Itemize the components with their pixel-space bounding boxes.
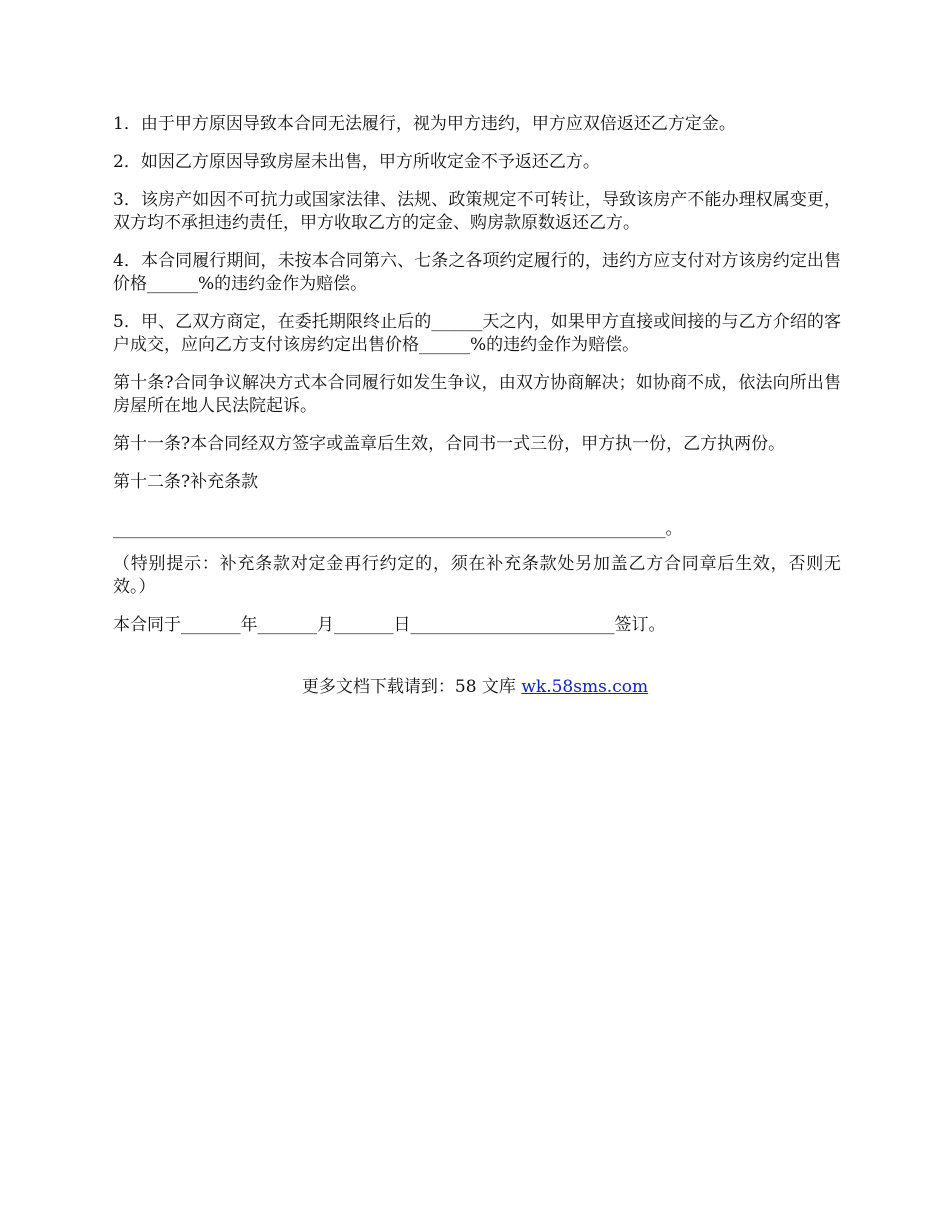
clause-1: 1．由于甲方原因导致本合同无法履行，视为甲方违约，甲方应双倍返还乙方定金。 xyxy=(113,114,736,134)
supplementary-blank-line: _________________________________________________________________。 xyxy=(113,519,683,539)
special-note: （特别提示：补充条款对定金再行约定的，须在补充条款处另加盖乙方合同章后生效，否则无效。） xyxy=(113,554,841,597)
footer-link[interactable]: wk.58sms.com xyxy=(521,677,649,697)
article-12-heading: 第十二条?补充条款 xyxy=(113,472,259,492)
clause-3: 3．该房产如因不可抗力或国家法律、法规、政策规定不可转让，导致该房产不能办理权属变更，双方均不承担违约责任，甲方收取乙方的定金、购房款原数返还乙方。 xyxy=(113,190,841,233)
clause-4: 4．本合同履行期间，未按本合同第六、七条之各项约定履行的，违约方应支付对方该房约定出售价格______%的违约金作为赔偿。 xyxy=(113,251,841,294)
clause-2: 2．如因乙方原因导致房屋未出售，甲方所收定金不予返还乙方。 xyxy=(113,152,600,172)
document-body xyxy=(113,113,841,652)
clause-5: 5．甲、乙双方商定，在委托期限终止后的______天之内，如果甲方直接或间接的与乙方介绍的客户成交，应向乙方支付该房约定出售价格______%的违约金作为赔偿。 xyxy=(113,312,841,355)
article-10: 第十条?合同争议解决方式本合同履行如发生争议，由双方协商解决；如协商不成，依法向所出售房屋所在地人民法院起诉。 xyxy=(113,373,841,416)
signing-date-line: 本合同于_______年_______月_______日________________________签订。 xyxy=(113,615,666,635)
footer-text: 更多文档下载请到：58 文库 xyxy=(301,677,522,697)
download-footer xyxy=(0,676,950,699)
article-11: 第十一条?本合同经双方签字或盖章后生效，合同书一式三份，甲方执一份，乙方执两份。 xyxy=(113,434,786,454)
